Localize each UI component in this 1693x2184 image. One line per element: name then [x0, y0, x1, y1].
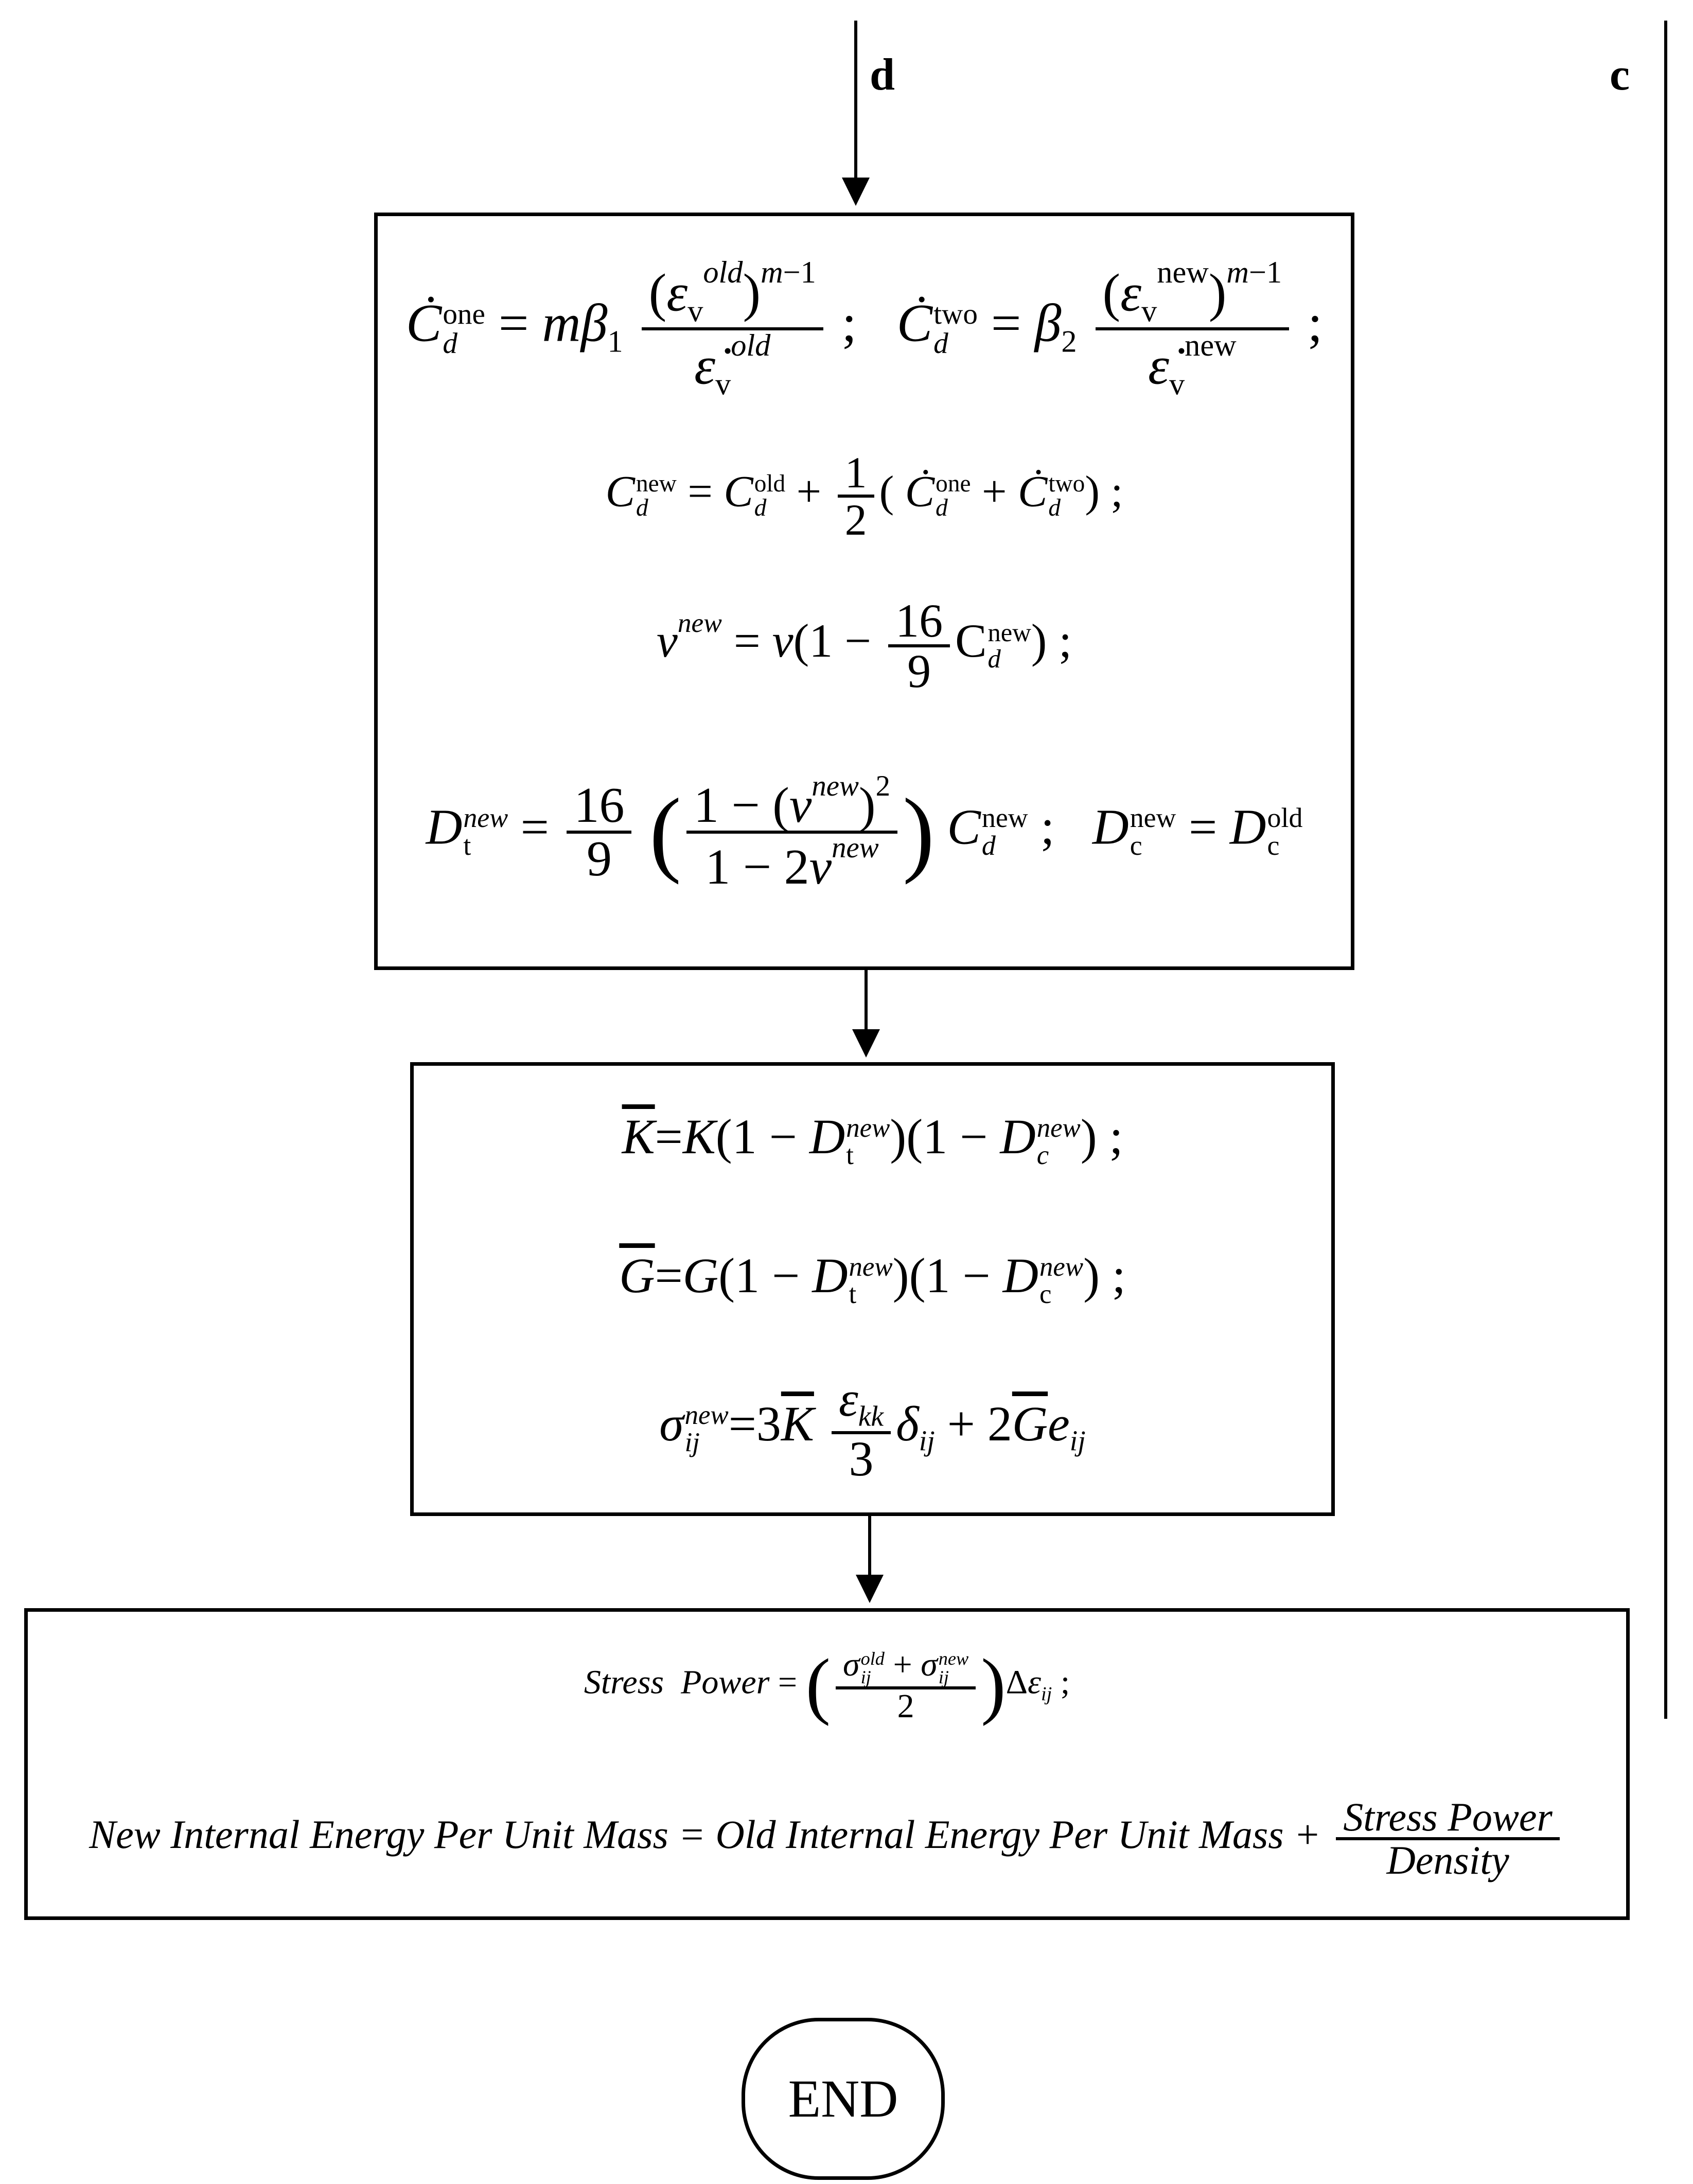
equation-internal-energy [28, 1794, 1626, 1882]
equation-cdot-one-two: Ċ one d = $m\beta_1$ $\frac{(\varepsilon_v^{old})^{m-1}}{\varepsiloṅ_v^{old}}$ ; Ċ two d = $\beta_2$ $\frac{(\varepsilon_v^{new})^{m-1}}{\varepsiloṅ_v^{new}}$ ; [405, 255, 1323, 402]
label-c: c [1610, 50, 1630, 100]
arrow-head [842, 178, 870, 206]
equation-k-bar: $\overline{K}=K(1 - D$ new t )(1 − D new c ) ; [622, 1109, 1123, 1170]
equation-dt-dc-new: D new t = $\frac{16}{9}$ ( $\frac{1 - (\nu^{new})^2}{1 - 2\nu^{new}}$ ) C new d ; D new c = D old c [426, 770, 1303, 895]
arrow-head [856, 1575, 884, 1603]
equation-stress-power: Stress Power = ( σ old ij + σ new ij 2 )$\Delta\varepsilon_{ij}$ ; [584, 1644, 1070, 1727]
damage-update-box [374, 213, 1354, 970]
internal-energy-left: New Internal Energy Per Unit Mass = Old Internal Energy Per Unit Mass + [89, 1811, 1321, 1857]
arrow-head [852, 1029, 880, 1058]
equation-nu-new: $\nu^{new} = \nu(1$ − $\frac{16}{9}$ C new d ) ; [657, 594, 1072, 697]
stress-power-numerator: Stress Power [1343, 1794, 1553, 1839]
equation-sigma-new: σ new ij $=3\overline{K}$ $\frac{\varepsilon_{kk}}{3}$ $\delta_{ij} + 2\overline{G}e_{ij}$ [659, 1371, 1086, 1487]
energy-update-box [24, 1608, 1630, 1920]
end-terminal [742, 2018, 945, 2180]
stress-update-box [410, 1062, 1335, 1516]
equation-cd-new: C new d = C old d + $\frac{1}{2}$ ( Ċ one d + Ċ two d ) ; [605, 448, 1123, 544]
end-label: END [788, 2069, 898, 2128]
label-d: d [870, 50, 895, 100]
equation-g-bar: $\overline{G}=G(1 - D$ new t )(1 − D new c ) ; [619, 1248, 1126, 1309]
density-denominator: Density [1336, 1837, 1560, 1880]
